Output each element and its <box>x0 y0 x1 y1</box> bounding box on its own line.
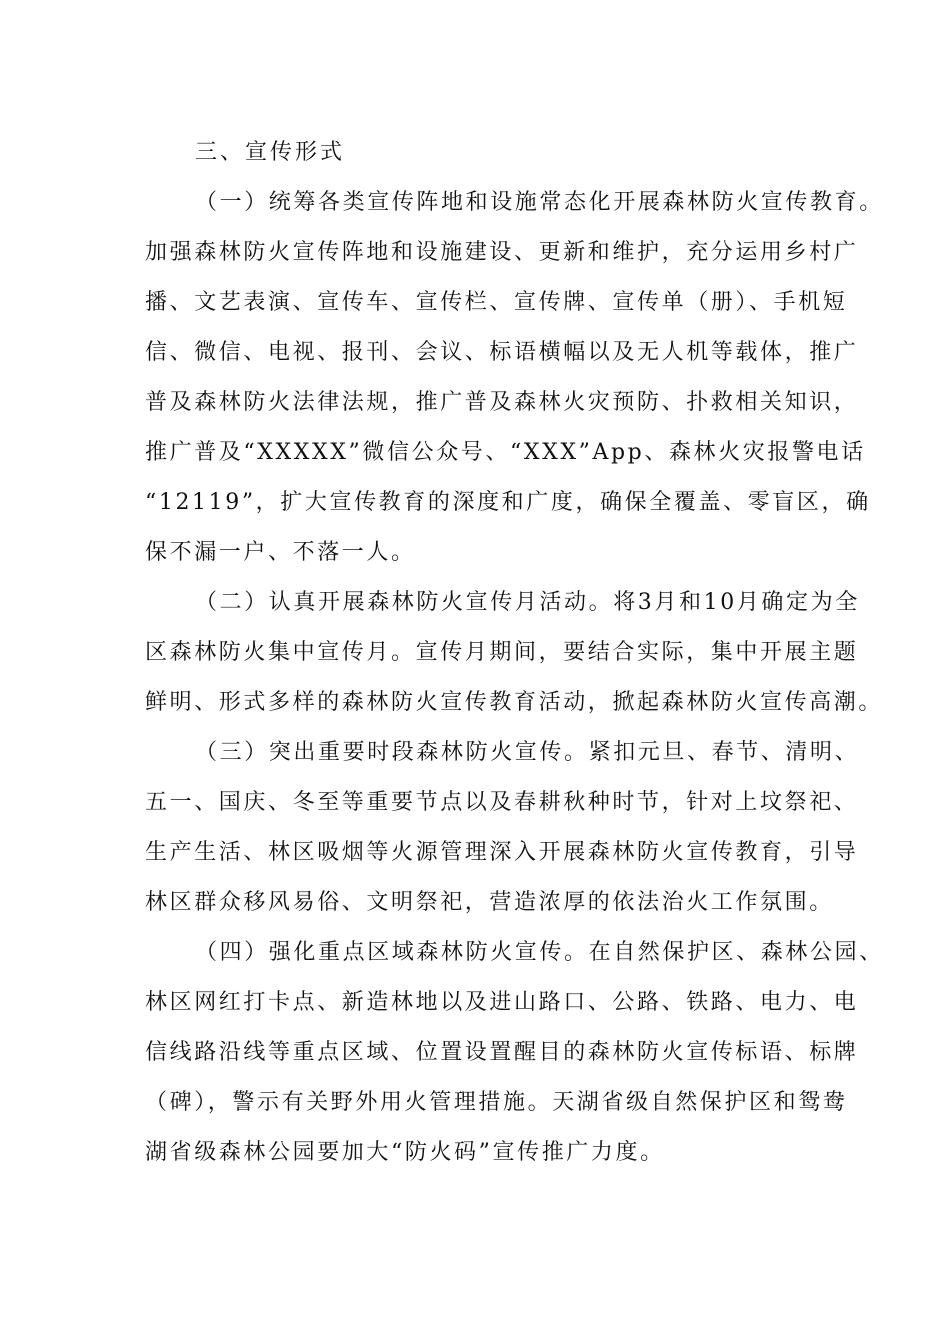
paragraph-3-line-4: 林区群众移风易俗、文明祭祀，营造浓厚的依法治火工作氛围。 <box>145 890 834 915</box>
paragraph-2-line-1: （二）认真开展森林防火宣传月活动。将3月和10月确定为全 <box>195 590 860 615</box>
paragraph-1-line-7: “12119”，扩大宣传教育的深度和广度，确保全覆盖、零盲区，确 <box>145 490 871 515</box>
paragraph-4-line-1: （四）强化重点区域森林防火宣传。在自然保护区、森林公园、 <box>195 940 884 965</box>
paragraph-4-line-3: 信线路沿线等重点区域、位置设置醒目的森林防火宣传标语、标牌 <box>145 1040 859 1065</box>
paragraph-1-line-6: 推广普及“XXXXX”微信公众号、“XXX”App、森林火灾报警电话 <box>145 440 866 465</box>
paragraph-1-line-4: 信、微信、电视、报刊、会议、标语横幅以及无人机等载体，推广 <box>145 340 859 365</box>
paragraph-2-line-3: 鲜明、形式多样的森林防火宣传教育活动，掀起森林防火宣传高潮。 <box>145 690 884 715</box>
paragraph-4-line-5: 湖省级森林公园要加大“防火码”宣传推广力度。 <box>145 1140 665 1165</box>
paragraph-1-line-8: 保不漏一户、不落一人。 <box>145 540 416 565</box>
paragraph-4-line-2: 林区网红打卡点、新造林地以及进山路口、公路、铁路、电力、电 <box>145 990 859 1015</box>
paragraph-1-line-2: 加强森林防火宣传阵地和设施建设、更新和维护，充分运用乡村广 <box>145 240 859 265</box>
paragraph-1-line-3: 播、文艺表演、宣传车、宣传栏、宣传牌、宣传单（册）、手机短 <box>145 290 848 315</box>
paragraph-1-line-5: 普及森林防火法律法规，推广普及森林火灾预防、扑救相关知识， <box>145 390 859 415</box>
section-heading: 三、宣传形式 <box>195 140 346 165</box>
paragraph-3-line-2: 五一、国庆、冬至等重要节点以及春耕秋种时节，针对上坟祭祀、 <box>145 790 859 815</box>
paragraph-1-line-1: （一）统筹各类宣传阵地和设施常态化开展森林防火宣传教育。 <box>195 190 884 215</box>
paragraph-2-line-2: 区森林防火集中宣传月。宣传月期间，要结合实际，集中开展主题 <box>145 640 859 665</box>
paragraph-3-line-1: （三）突出重要时段森林防火宣传。紧扣元旦、春节、清明、 <box>195 740 860 765</box>
paragraph-4-line-4: （碑），警示有关野外用火管理措施。天湖省级自然保护区和鸳鸯 <box>145 1090 848 1115</box>
paragraph-3-line-3: 生产生活、林区吸烟等火源管理深入开展森林防火宣传教育，引导 <box>145 840 859 865</box>
